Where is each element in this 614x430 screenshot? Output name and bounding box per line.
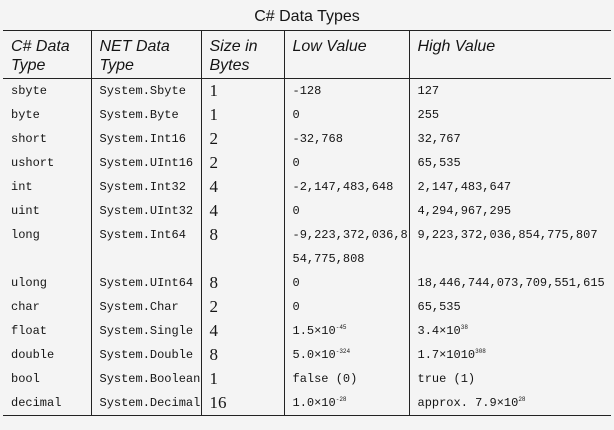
table-row <box>3 127 611 151</box>
table-row <box>3 175 611 199</box>
size-cell: 1 <box>201 79 284 104</box>
size-cell: 1 <box>201 367 284 391</box>
high-value-cell <box>409 391 611 416</box>
low-value-cell: 0 <box>284 199 409 223</box>
size-cell: 8 <box>201 223 284 271</box>
high-value-base: 3.4×10 <box>417 324 461 338</box>
table-row <box>3 319 611 343</box>
low-value-cell: -9,223,372,036,854,775,808 <box>284 223 409 271</box>
high-value-cell: 127 <box>409 79 611 104</box>
net-type-cell: System.UInt16 <box>91 151 201 175</box>
data-types-table <box>3 30 611 416</box>
net-type-cell: System.Sbyte <box>91 79 201 104</box>
table-row <box>3 271 611 295</box>
size-cell: 1 <box>201 103 284 127</box>
net-type-cell: System.Char <box>91 295 201 319</box>
net-type-cell: System.Boolean <box>91 367 201 391</box>
low-value-cell: false (0) <box>284 367 409 391</box>
size-cell: 2 <box>201 295 284 319</box>
size-cell: 4 <box>201 319 284 343</box>
table-row <box>3 295 611 319</box>
high-value-cell <box>409 343 611 367</box>
low-value-cell: -2,147,483,648 <box>284 175 409 199</box>
table-row <box>3 343 611 367</box>
csharp-type-cell: float <box>11 324 48 338</box>
csharp-type-cell: uint <box>11 204 40 218</box>
table-row <box>3 79 611 104</box>
net-type-cell: System.Int16 <box>91 127 201 151</box>
low-value-cell: 0 <box>284 271 409 295</box>
low-value-exponent: -28 <box>335 396 347 403</box>
csharp-type-cell: short <box>11 132 48 146</box>
low-value-cell: -128 <box>284 79 409 104</box>
high-value-cell <box>409 319 611 343</box>
net-type-cell: System.Int32 <box>91 175 201 199</box>
net-type-cell: System.Byte <box>91 103 201 127</box>
high-value-exponent: 308 <box>475 348 486 355</box>
header-csharp-type: C# Data Type <box>11 38 70 74</box>
header-size: Size in Bytes <box>201 31 284 79</box>
net-type-cell: System.Single <box>91 319 201 343</box>
high-value-cell: 2,147,483,647 <box>409 175 611 199</box>
table-row <box>3 199 611 223</box>
high-value-cell: 65,535 <box>409 295 611 319</box>
size-cell: 8 <box>201 271 284 295</box>
low-value-base: 5.0×10 <box>292 348 336 362</box>
low-value-cell <box>284 391 409 416</box>
high-value-cell: true (1) <box>409 367 611 391</box>
size-cell: 8 <box>201 343 284 367</box>
high-value-cell: 9,223,372,036,854,775,807 <box>409 223 611 271</box>
high-value-cell: 18,446,744,073,709,551,615 <box>409 271 611 295</box>
table-row <box>3 103 611 127</box>
high-value-cell: 255 <box>409 103 611 127</box>
high-value-cell: 4,294,967,295 <box>409 199 611 223</box>
csharp-type-cell: char <box>11 300 40 314</box>
csharp-type-cell: double <box>11 348 55 362</box>
size-cell: 4 <box>201 175 284 199</box>
net-type-cell: System.UInt64 <box>91 271 201 295</box>
high-value-base: approx. 7.9×10 <box>417 396 519 410</box>
high-value-exponent: 38 <box>460 324 468 331</box>
size-cell: 2 <box>201 151 284 175</box>
size-cell: 2 <box>201 127 284 151</box>
net-type-cell: System.Double <box>91 343 201 367</box>
csharp-type-cell: ulong <box>11 276 48 290</box>
high-value-base: 1.7×1010 <box>417 348 476 362</box>
low-value-cell: 0 <box>284 103 409 127</box>
csharp-type-cell: bool <box>11 372 40 386</box>
header-row <box>3 31 611 79</box>
csharp-type-cell: ushort <box>11 156 55 170</box>
table-caption: C# Data Types <box>254 8 360 25</box>
header-net-type: NET Data Type <box>91 31 201 79</box>
table-row <box>3 223 611 271</box>
high-value-cell: 65,535 <box>409 151 611 175</box>
table-row <box>3 151 611 175</box>
table-row <box>3 391 611 416</box>
low-value-exponent: -45 <box>335 324 347 331</box>
header-high-value: High Value <box>409 31 611 79</box>
low-value-cell <box>284 343 409 367</box>
net-type-cell: System.UInt32 <box>91 199 201 223</box>
low-value-base: 1.0×10 <box>292 396 336 410</box>
low-value-exponent: -324 <box>335 348 351 355</box>
csharp-type-cell: int <box>11 180 33 194</box>
csharp-type-cell: sbyte <box>11 84 48 98</box>
low-value-cell: -32,768 <box>284 127 409 151</box>
size-cell: 4 <box>201 199 284 223</box>
csharp-type-cell: long <box>11 228 40 242</box>
low-value-cell: 0 <box>284 295 409 319</box>
net-type-cell: System.Int64 <box>91 223 201 271</box>
low-value-cell <box>284 319 409 343</box>
header-low-value: Low Value <box>284 31 409 79</box>
csharp-type-cell: byte <box>11 108 40 122</box>
low-value-base: 1.5×10 <box>292 324 336 338</box>
high-value-exponent: 28 <box>518 396 526 403</box>
low-value-cell: 0 <box>284 151 409 175</box>
table-row <box>3 367 611 391</box>
net-type-cell: System.Decimal <box>91 391 201 416</box>
high-value-cell: 32,767 <box>409 127 611 151</box>
size-cell: 16 <box>201 391 284 416</box>
csharp-type-cell: decimal <box>11 396 62 410</box>
